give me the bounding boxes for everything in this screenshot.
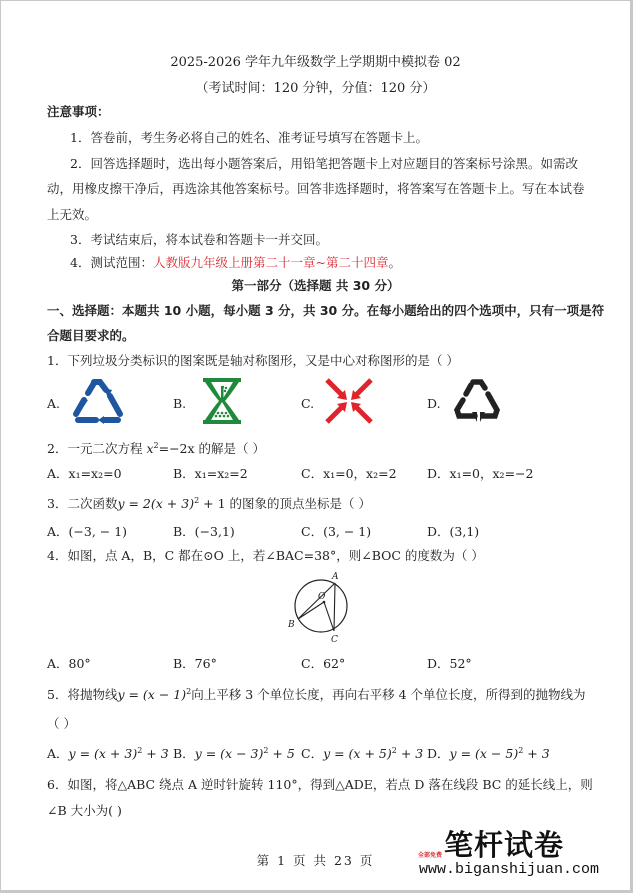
section-intro-line1: 一、选择题：本题共 10 小题，每小题 3 分，共 30 分。在每小题给出的四个选项中，只有一项是符 xyxy=(47,303,605,318)
q5-option-a-sup: 2 xyxy=(137,745,143,755)
q5-option-d-sup: 2 xyxy=(518,745,524,755)
q2-stem-suffix: =−2x 的解是（ ） xyxy=(158,441,265,456)
q2-option-c: C．x₁=0，x₂=2 xyxy=(301,466,397,481)
point-c-label: C xyxy=(331,635,338,645)
watermark-url: www.biganshijuan.com xyxy=(419,861,600,878)
notice-item-3: 3．考试结束后，将本试卷和答题卡一并交回。 xyxy=(70,232,328,247)
point-o-label: O xyxy=(318,592,326,602)
q5-option-c xyxy=(301,744,423,762)
q2-option-b: B．x₁=x₂=2 xyxy=(173,466,248,481)
notice-heading: 注意事项： xyxy=(47,104,110,119)
notice-item-4-prefix: 4．测试范围： xyxy=(70,255,153,270)
q4-option-d: D．52° xyxy=(427,656,472,671)
q3-option-a: A．(−3, − 1) xyxy=(47,524,128,539)
q5-option-a-tail: + 3 xyxy=(142,746,169,761)
q3-stem-sup: 2 xyxy=(194,495,200,505)
notice-item-4-suffix: 。 xyxy=(388,255,401,270)
q3-option-d: D．(3,1) xyxy=(427,524,480,539)
question-2-stem xyxy=(47,439,265,457)
q5-option-d xyxy=(427,744,550,762)
q4-option-a: A．80° xyxy=(47,656,91,671)
four-arrows-inward-red-icon xyxy=(324,377,374,425)
section-heading: 第一部分（选择题 共 30 分） xyxy=(231,278,400,293)
hourglass-green-icon xyxy=(197,376,247,426)
q5-option-b-label: B． xyxy=(173,746,195,761)
notice-item-2-line2: 动，用橡皮擦干净后，再选涂其他答案标号。回答非选择题时，将答案写在答题卡上。写在本试卷 xyxy=(47,181,585,196)
q5-option-a-math: y = (x + 3) xyxy=(68,746,138,761)
q4-option-b: B．76° xyxy=(173,656,217,671)
question-5-stem-line2: （ ） xyxy=(47,716,76,731)
q2-option-a: A．x₁=x₂=0 xyxy=(47,466,122,481)
question-3-stem xyxy=(47,494,371,512)
notice-item-4 xyxy=(70,253,401,271)
q3-stem-prefix: 3．二次函数 xyxy=(47,496,118,511)
recycle-triangle-blue-icon xyxy=(70,376,126,426)
q5-option-b xyxy=(173,744,295,762)
q5-option-c-math: y = (x + 5) xyxy=(323,746,392,761)
notice-item-1: 1．答卷前，考生务必将自己的姓名、准考证号填写在答题卡上。 xyxy=(70,130,428,145)
q5-option-a-label: A． xyxy=(47,746,69,761)
q2-option-d: D．x₁=0，x₂=−2 xyxy=(427,466,534,481)
question-6-stem-line2: ∠B 大小为( ) xyxy=(47,803,122,818)
q2-stem-sup: 2 xyxy=(153,440,159,450)
q2-stem-math: x xyxy=(146,441,154,456)
q1-option-a-label: A. xyxy=(47,396,61,411)
q3-option-b: B．(−3,1) xyxy=(173,524,235,539)
recycle-triangle-black-icon xyxy=(451,376,503,426)
q5-option-d-math: y = (x − 5) xyxy=(449,746,519,761)
exam-title: 2025-2026 学年九年级数学上学期期中模拟卷 02 xyxy=(170,55,461,70)
q5-option-c-label: C． xyxy=(301,746,324,761)
q1-option-c-label: C. xyxy=(301,396,315,411)
q3-stem-suffix: + 1 的图象的顶点坐标是（ ） xyxy=(199,496,371,511)
q5-option-b-sup: 2 xyxy=(263,745,269,755)
q1-option-b-label: B. xyxy=(173,396,187,411)
notice-item-2-line3: 上无效。 xyxy=(47,207,98,222)
q5-option-a xyxy=(47,744,169,762)
q5-stem-prefix: 5．将抛物线 xyxy=(47,687,118,702)
q2-stem-prefix: 2．一元二次方程 xyxy=(47,441,147,456)
question-1-stem: 1．下列垃圾分类标识的图案既是轴对称图形，又是中心对称图形的是（ ） xyxy=(47,353,459,368)
q5-stem-sup: 2 xyxy=(186,686,192,696)
q5-option-d-tail: + 3 xyxy=(523,746,550,761)
circle-geometry-figure xyxy=(283,569,363,645)
question-6-stem-line1: 6．如图，将△ABC 绕点 A 逆时针旋转 110°，得到△ADE，若点 D 落在线段 BC 的延长线上，则 xyxy=(47,777,593,792)
q5-stem-math: y = (x − 1) xyxy=(117,687,187,702)
q4-option-c: C．62° xyxy=(301,656,346,671)
q5-option-c-tail: + 3 xyxy=(396,746,424,761)
watermark-title: 笔杆试卷 xyxy=(444,828,565,862)
point-a-label: A xyxy=(332,572,339,582)
test-scope-highlight: 人教版九年级上册第二十一章~第二十四章 xyxy=(152,255,389,270)
q5-option-b-math: y = (x − 3) xyxy=(194,746,264,761)
q3-stem-math: y = 2(x + 3) xyxy=(117,496,195,511)
q5-option-d-label: D． xyxy=(427,746,450,761)
question-4-stem: 4．如图，点 A，B，C 都在⊙O 上，若∠BAC=38°，则∠BOC 的度数为（ ） xyxy=(47,548,484,563)
q3-option-c: C．(3, − 1) xyxy=(301,524,372,539)
q5-option-b-tail: + 5 xyxy=(268,746,295,761)
q1-option-d-label: D. xyxy=(427,396,441,411)
question-5-stem xyxy=(47,685,586,703)
watermark-free-tag: 全部免费 xyxy=(418,852,443,859)
point-b-label: B xyxy=(288,620,295,630)
q5-stem-suffix: 向上平移 3 个单位长度，再向右平移 4 个单位长度，所得到的抛物线为 xyxy=(191,687,586,702)
exam-subtitle: （考试时间：120 分钟，分值：120 分） xyxy=(195,81,436,96)
page-number: 第 1 页 共 23 页 xyxy=(256,853,375,868)
q5-option-c-sup: 2 xyxy=(391,745,397,755)
exam-page xyxy=(1,1,632,892)
section-intro-line2: 合题目要求的。 xyxy=(47,328,135,343)
notice-item-2-line1: 2．回答选择题时，选出每小题答案后，用铅笔把答题卡上对应题目的答案标号涂黑。如需改 xyxy=(70,156,578,171)
